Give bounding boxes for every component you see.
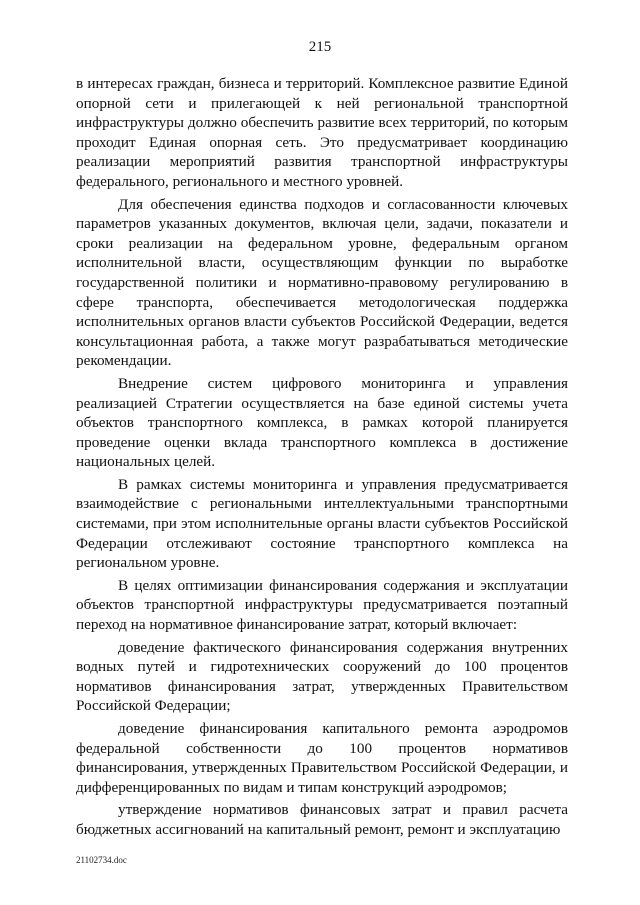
file-name-footer: 21102734.doc [76, 855, 127, 865]
paragraph-2: Для обеспечения единства подходов и согласованности ключевых параметров указанных документов, включая цели, задачи, показатели и сроки реализации на федеральном уровне, федеральным органом исполнительной власти, осуществляющим функции по выработке государственной политики и нормативно-правовому регулированию в сфере транспорта, обеспечивается методологическая поддержка исполнительных органов власти субъектов Российской Федерации, ведется консультационная работа, а также могут разрабатываться методические рекомендации. [76, 195, 568, 370]
paragraph-3: Внедрение систем цифрового мониторинга и управления реализацией Стратегии осуществляется на базе единой системы учета объектов транспортного комплекса, в рамках которой планируется проведение оценки вклада транспортного комплекса в достижение национальных целей. [76, 374, 568, 471]
paragraph-6: доведение фактического финансирования содержания внутренних водных путей и гидротехнических сооружений до 100 процентов нормативов финансирования затрат, утвержденных Правительством Российской Федерации; [76, 638, 568, 715]
body-text [76, 74, 568, 840]
paragraph-7: доведение финансирования капитального ремонта аэродромов федеральной собственности до 100 процентов нормативов финансирования, утвержденных Правительством Российской Федерации, и дифференцированных по видам и типам конструкций аэродромов; [76, 720, 568, 796]
paragraph-4: В рамках системы мониторинга и управления предусматривается взаимодействие с региональными интеллектуальными транспортными системами, при этом исполнительные органы власти субъектов Российской Федерации отслеживают состояние транспортного комплекса на региональном уровне. [76, 475, 568, 572]
paragraph-8: утверждение нормативов финансовых затрат и правил расчета бюджетных ассигнований на капитальный ремонт, ремонт и эксплуатацию [76, 801, 568, 838]
paragraph-1: в интересах граждан, бизнеса и территорий. Комплексное развитие Единой опорной сети и прилегающей к ней региональной транспортной инфраструктуры должно обеспечить развитие всех территорий, по которым проходит Единая опорная сеть. Это предусматривает координацию реализации мероприятий развития транспортной инфраструктуры федерального, регионального и местного уровней. [76, 75, 568, 190]
paragraph-5: В целях оптимизации финансирования содержания и эксплуатации объектов транспортной инфраструктуры предусматривается поэтапный переход на нормативное финансирование затрат, который включает: [76, 576, 568, 634]
page-number: 215 [308, 39, 332, 55]
